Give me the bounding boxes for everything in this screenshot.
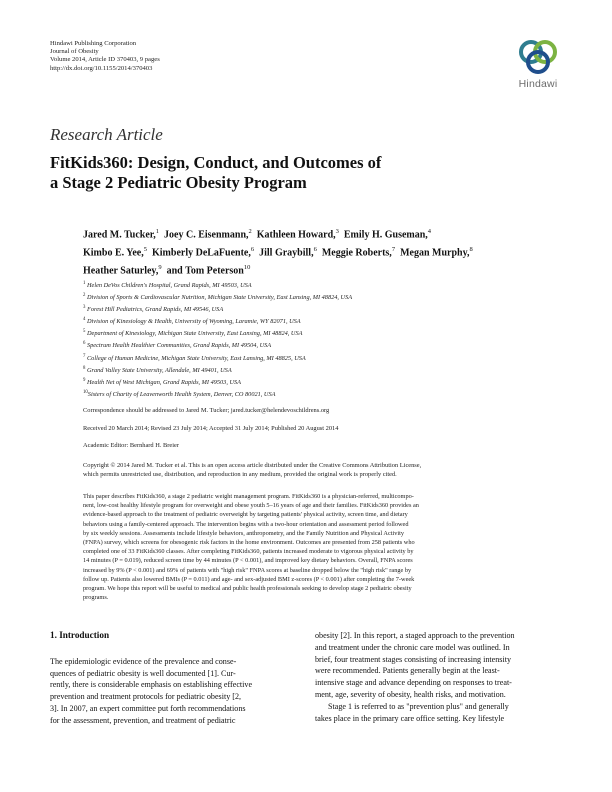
body-line: prevention and treatment protocols for pediatric obesity [2,	[50, 692, 242, 702]
author-affiliation-number: 10	[243, 263, 251, 271]
body-line: 3]. In 2007, an expert committee put forth recommendations	[50, 703, 246, 713]
affiliation-item: $^4$ Division of Kinesiology & Health, University of Wyoming, Laramie, WY 82071, USA	[83, 317, 301, 326]
author-affiliation-number: 6	[313, 245, 317, 253]
body-line: for the assessment, prevention, and treatment of pediatric	[50, 715, 236, 725]
body-right-column	[315, 630, 565, 724]
article-title	[50, 153, 520, 193]
author-name: Emily H. Guseman,	[343, 229, 428, 241]
author-name: Meggie Roberts,	[321, 247, 392, 259]
author-name: Kathleen Howard,	[256, 229, 336, 241]
body-line: intensive stage and advance depending on responses to treat-	[315, 678, 512, 688]
author-affiliation-number: 3	[335, 228, 339, 235]
journal-name: Journal of Obesity	[50, 48, 99, 56]
affiliation-item: $^3$ Forest Hill Pediatrics, Grand Rapids, MI 49546, USA	[83, 305, 224, 314]
abstract-line: follow up. Patients also lowered BMIs (P = 0.011) and age- and sex-adjusted BMI z-scores (P < 0.001) after completing the 7-week	[83, 575, 415, 583]
copyright-line: Copyright © 2014 Jared M. Tucker et al. This is an open access article distributed under the Creative Commons Attribution License,	[83, 462, 422, 469]
section-heading-introduction: 1. Introduction	[50, 630, 110, 640]
abstract-line: completed one of 33 FitKids360 classes. After completing FitKids360, patients increased moderate to vigorous physical activity by	[83, 548, 414, 556]
affiliation-item: $^2$ Division of Sports & Cardiovascular Nutrition, Michigan State University, East Lansing, MI 48824, USA	[83, 293, 353, 302]
author-name: Heather Saturley,	[83, 264, 159, 276]
abstract-line: increased by 9% (P < 0.001) and 69% of patients with "high risk" FNPA scores at baseline dropped below the "high risk" range by	[83, 566, 412, 574]
affiliation-item: $^9$ Health Net of West Michigan, Grand Rapids, MI 49503, USA	[83, 377, 242, 386]
hindawi-logo	[508, 38, 568, 90]
author-affiliation-number: 1	[155, 228, 160, 235]
article-type-label: Research Article	[50, 125, 163, 144]
abstract-line: by six weekly sessions. Assessments include lifestyle behaviors, anthropometry, and the Family Nutrition and Physical Activity	[83, 529, 405, 537]
correspondence-line: Correspondence should be addressed to Jared M. Tucker; jared.tucker@helendevoschildrens.org	[83, 407, 330, 414]
affiliation-item: $^8$ Grand Valley State University, Allendale, MI 49401, USA	[83, 365, 232, 374]
author-affiliation-number: 7	[391, 245, 396, 253]
author-list	[83, 225, 563, 278]
copyright-line: which permits unrestricted use, distribution, and reproduction in any medium, provided the original work is properly cited.	[83, 471, 397, 478]
body-left-column	[50, 630, 300, 727]
body-line: brief, four treatment stages consisting of increasing intensity	[315, 654, 511, 664]
body-line: obesity [2]. In this report, a staged approach to the prevention	[315, 631, 515, 640]
body-line: Stage 1 is referred to as "prevention plus" and generally	[328, 701, 509, 711]
author-affiliation-number: 9	[158, 263, 162, 271]
hindawi-rings-icon	[515, 38, 561, 76]
author-affiliation-number: 2	[248, 228, 252, 235]
author-name: Jill Graybill,	[259, 247, 314, 259]
volume-info: Volume 2014, Article ID 370403, 9 pages	[50, 56, 160, 64]
body-line: quences of pediatric obesity is well documented [1]. Cur-	[50, 668, 236, 678]
doi-link[interactable]: http://dx.doi.org/10.1155/2014/370403	[50, 64, 153, 72]
author-name: Jared M. Tucker,	[83, 229, 156, 241]
title-line: FitKids360: Design, Conduct, and Outcomes of	[50, 153, 382, 172]
abstract-line: 14 minutes (P = 0.019), reduced screen time by 44 minutes (P < 0.001), and improved key dietary behaviors. Overall, FNPA scores	[83, 557, 413, 565]
abstract-line: evidence-based approach to the treatment of pediatric overweight by targeting patients' physical activity, screen time, and dietary	[83, 511, 408, 519]
body-line: The epidemiologic evidence of the prevalence and conse-	[50, 656, 237, 666]
abstract-line: nent, low-cost healthy lifestyle program for overweight and obese youth 5–16 years of age and their families. FitKids360 provides an	[83, 502, 419, 510]
body-line: and treatment under the chronic care model was outlined. In	[315, 642, 510, 652]
author-name: and Tom Peterson	[166, 264, 244, 276]
abstract-line: (FNPA) survey, which screens for obesogenic risk factors in the home environment. Outcomes are presented from 258 patients who	[83, 539, 415, 547]
abstract-line: programs.	[83, 594, 109, 602]
abstract-line: program. We hope this report will be useful to medical and public health professionals seeking to develop stage 2 pediatric obesity	[83, 585, 412, 593]
affiliation-item: $^1$ Helen DeVos Children's Hospital, Grand Rapids, MI 49503, USA	[83, 281, 252, 290]
affiliation-item: $^7$ College of Human Medicine, Michigan State University, East Lansing, MI 48825, USA	[83, 353, 306, 362]
author-name: Kimbo E. Yee,	[83, 247, 144, 259]
author-affiliation-number: 8	[469, 245, 473, 253]
author-name: Megan Murphy,	[400, 247, 470, 259]
affiliation-item: $^5$ Department of Kinesiology, Michigan State University, East Lansing, MI 48824, USA	[83, 329, 303, 338]
body-line: ment, age, severity of obesity, health risks, and motivation.	[315, 689, 506, 699]
academic-editor: Academic Editor: Bernhard H. Breier	[83, 442, 179, 449]
affiliation-list	[83, 279, 563, 400]
author-affiliation-number: 6	[250, 245, 255, 253]
publication-info	[50, 40, 160, 73]
publisher-name: Hindawi Publishing Corporation	[50, 40, 137, 47]
copyright-notice	[83, 461, 563, 479]
author-name: Joey C. Eisenmann,	[164, 229, 249, 241]
abstract-line: This paper describes FitKids360, a stage 2 pediatric weight management program. FitKids360 is a physician-referred, multicompo-	[83, 493, 414, 500]
author-name: Kimberly DeLaFuente,	[152, 247, 251, 259]
author-affiliation-number: 4	[427, 228, 432, 235]
body-line: takes place in the primary care office setting. Key lifestyle	[315, 713, 505, 723]
title-line: a Stage 2 Pediatric Obesity Program	[50, 173, 307, 192]
body-line: rently, there is considerable emphasis on establishing effective	[50, 680, 253, 690]
article-dates: Received 20 March 2014; Revised 23 July 2014; Accepted 31 July 2014; Published 20 August 2014	[83, 425, 339, 432]
affiliation-item: $^6$ Spectrum Health Healthier Communities, Grand Rapids, MI 49504, USA	[83, 341, 272, 350]
abstract-line: behaviors using a family-centered approach. The intervention begins with a two-hour orientation and assessment period followed	[83, 520, 409, 528]
abstract	[83, 492, 563, 602]
body-line: were recommended. Patients generally begin at the least-	[315, 666, 500, 676]
hindawi-logo-text: Hindawi	[518, 78, 558, 90]
affiliation-item: $^{10}$Sisters of Charity of Leavenworth Health System, Denver, CO 80021, USA	[83, 389, 276, 398]
author-affiliation-number: 5	[143, 245, 147, 253]
